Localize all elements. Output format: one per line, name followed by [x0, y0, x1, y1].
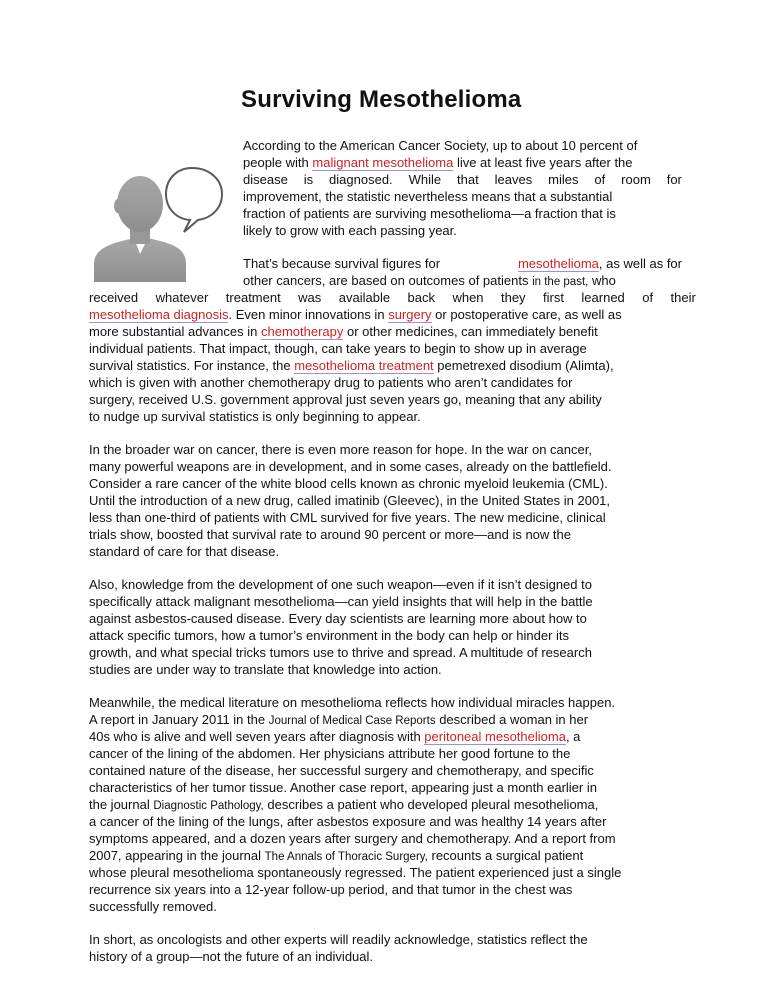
text-line: whose pleural mesothelioma spontaneously regressed. The patient experienced just a single	[89, 865, 622, 880]
text-line: less than one-third of patients with CML survived for five years. The new medicine, clinical	[89, 510, 606, 525]
link-mesothelioma-diagnosis[interactable]: mesothelioma diagnosis	[89, 307, 229, 322]
text-span: 40s who is alive and well seven years after diagnosis with	[89, 729, 421, 744]
text-line: fraction of patients are surviving mesothelioma—a fraction that is	[243, 206, 616, 221]
text-line: recurrence six years into a 12-year follow-up period, and that tumor in the chest was	[89, 882, 573, 897]
text-span: when	[452, 290, 484, 305]
text-span: The Annals of Thoracic Surgery,	[264, 851, 428, 863]
text-span: whatever	[155, 290, 209, 305]
text-line: characteristics of her tumor tissue. Another case report, appearing just a month earlier in	[89, 780, 597, 795]
text-span: leaves	[494, 172, 533, 187]
text-span: miles	[548, 172, 579, 187]
text-line: trials show, boosted that survival rate to around 90 percent or more—and is now the	[89, 527, 571, 542]
text-span: learned	[581, 290, 625, 305]
text-line: many powerful weapons are in development, and in some cases, already on the battlefield.	[89, 459, 612, 474]
link-mesothelioma[interactable]: mesothelioma	[517, 256, 599, 271]
text-line: against asbestos-caused disease. Every day scientists are learning more about how to	[89, 611, 587, 626]
text-span: Journal of Medical Case Reports	[268, 715, 436, 727]
text-span: recounts a surgical patient	[431, 848, 584, 863]
link-peritoneal-mesothelioma[interactable]: peritoneal mesothelioma	[424, 729, 566, 744]
text-line: In the broader war on cancer, there is even more reason for hope. In the war on cancer,	[89, 442, 592, 457]
text-span: or postoperative care, as well as	[435, 307, 622, 322]
text-span: in the past,	[532, 276, 589, 288]
text-line	[89, 323, 684, 340]
text-line	[89, 728, 684, 745]
text-line: According to the American Cancer Society, up to about 10 percent of	[243, 138, 638, 153]
text-line	[89, 306, 684, 323]
text-span: described a woman in her	[439, 712, 589, 727]
text-span: for	[666, 172, 682, 187]
document-title: Surviving Mesothelioma	[241, 86, 522, 113]
text-span: more substantial advances in	[89, 324, 258, 339]
text-line: contained nature of the disease, her successful surgery and chemotherapy, and specific	[89, 763, 594, 778]
text-line	[89, 711, 684, 728]
text-line	[89, 847, 684, 864]
text-span: of	[594, 172, 606, 187]
text-span: disease	[243, 172, 288, 187]
text-span: the journal	[89, 797, 150, 812]
text-line: Until the introduction of a new drug, called imatinib (Gleevec), in the United States in 2001,	[89, 493, 611, 508]
text-line	[243, 154, 682, 171]
text-line: Consider a rare cancer of the white blood cells known as chronic myeloid leukemia (CML).	[89, 476, 608, 491]
text-span: pemetrexed disodium (Alimta),	[437, 358, 614, 373]
text-span: that	[457, 172, 479, 187]
text-line	[243, 255, 682, 272]
text-span: people with	[243, 155, 309, 170]
text-line: In short, as oncologists and other experts will readily acknowledge, statistics reflect the	[89, 932, 588, 947]
text-line: a cancer of the lining of the lungs, after asbestos exposure and was healthy 14 years after	[89, 814, 607, 829]
text-line: to nudge up survival statistics is only beginning to appear.	[89, 409, 421, 424]
text-line: specifically attack malignant mesothelioma—can yield insights that will help in the battle	[89, 594, 593, 609]
text-line: improvement, the statistic nevertheless means that a substantial	[243, 189, 613, 204]
text-span: who	[591, 273, 616, 288]
text-line: standard of care for that disease.	[89, 544, 280, 559]
text-span: was	[298, 290, 322, 305]
text-span: 2007, appearing in the journal	[89, 848, 262, 863]
text-line: successfully removed.	[89, 899, 217, 914]
link-chemotherapy[interactable]: chemotherapy	[261, 324, 344, 339]
text-span: back	[407, 290, 435, 305]
text-span: survival statistics. For instance, the	[89, 358, 291, 373]
text-span: While	[408, 172, 442, 187]
text-line	[243, 272, 682, 289]
text-span: That’s because survival figures for	[243, 256, 441, 271]
link-surgery[interactable]: surgery	[388, 307, 432, 322]
text-span	[518, 255, 682, 272]
text-span: other cancers, are based on outcomes of patients	[243, 273, 529, 288]
text-span: treatment	[225, 290, 281, 305]
text-line: likely to grow with each passing year.	[243, 223, 457, 238]
text-span: first	[543, 290, 564, 305]
text-span: live at least five years after the	[456, 155, 633, 170]
text-span: , a	[565, 729, 581, 744]
text-span: received	[89, 290, 139, 305]
text-line: studies are under way to translate that knowledge into action.	[89, 662, 442, 677]
text-line	[89, 289, 696, 306]
text-span: is	[303, 172, 314, 187]
text-line	[243, 171, 682, 188]
text-line	[89, 357, 684, 374]
text-line: individual patients. That impact, though, can take years to begin to show up in average	[89, 341, 587, 356]
text-span: of	[642, 290, 654, 305]
link-malignant-mesothelioma[interactable]: malignant mesothelioma	[312, 155, 454, 170]
link-mesothelioma-treatment[interactable]: mesothelioma treatment	[294, 358, 434, 373]
text-span: . Even minor innovations in	[228, 307, 385, 322]
text-line: Meanwhile, the medical literature on mesothelioma reflects how individual miracles happen.	[89, 695, 616, 710]
text-span: or other medicines, can immediately benefit	[347, 324, 598, 339]
text-span: diagnosed.	[329, 172, 393, 187]
text-line: symptoms appeared, and a dozen years after surgery and chemotherapy. And a report from	[89, 831, 616, 846]
text-span: available	[338, 290, 391, 305]
text-span: , as well as for	[598, 256, 682, 271]
text-span: Diagnostic Pathology,	[153, 800, 264, 812]
text-span: their	[670, 290, 696, 305]
text-line: cancer of the lining of the abdomen. Her physicians attribute her good fortune to the	[89, 746, 571, 761]
text-span: A report in January 2011 in the	[89, 712, 266, 727]
text-line: attack specific tumors, how a tumor’s environment in the body can help or hinder its	[89, 628, 570, 643]
text-line: which is given with another chemotherapy drug to patients who aren’t candidates for	[89, 375, 573, 390]
text-span: room	[621, 172, 651, 187]
text-line: Also, knowledge from the development of one such weapon—even if it isn’t designed to	[89, 577, 592, 592]
text-line: history of a group—not the future of an individual.	[89, 949, 374, 964]
text-line	[89, 796, 684, 813]
text-line: growth, and what special tricks tumors use to thrive and spread. A multitude of research	[89, 645, 592, 660]
text-line: surgery, received U.S. government approval just seven years go, meaning that any ability	[89, 392, 602, 407]
text-span: describes a patient who developed pleural mesothelioma,	[267, 797, 599, 812]
person-speech-bubble-icon	[88, 158, 228, 282]
text-span: they	[500, 290, 526, 305]
